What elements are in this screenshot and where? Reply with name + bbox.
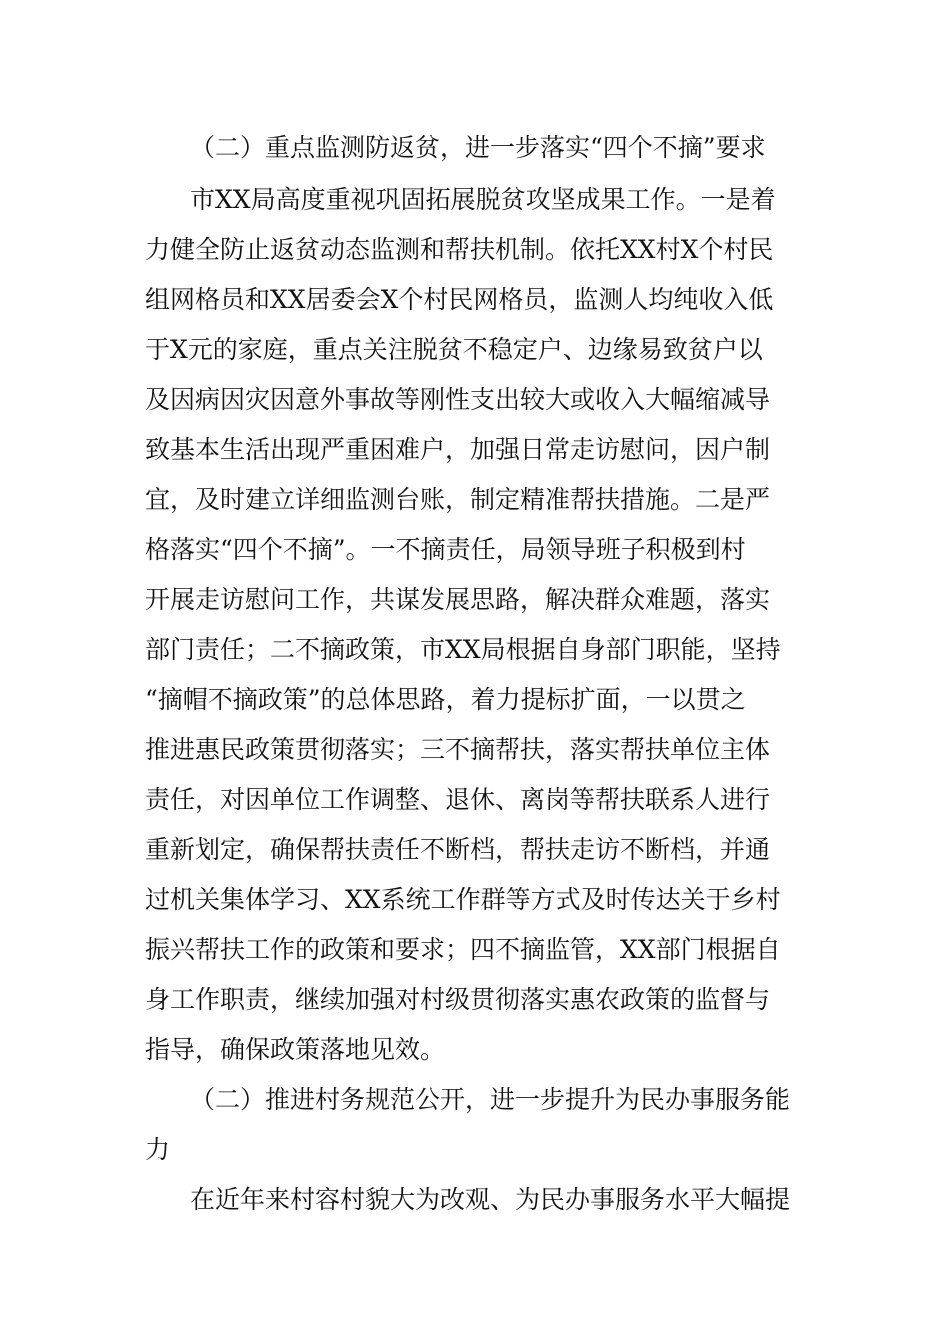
paragraph-1-line: 过机关集体学习、XX系统工作群等方式及时传达关于乡村: [145, 885, 781, 914]
paragraph-1-line: 指导，确保政策落地见效。: [145, 1035, 446, 1064]
paragraph-1-line: 致基本生活出现严重困难户，加强日常走访慰问，因户制: [145, 435, 771, 464]
paragraph-1-line: 及因病因灾因意外事故等刚性支出较大或收入大幅缩减导: [145, 385, 771, 414]
paragraph-1-line: 开展走访慰问工作，共谋发展思路，解决群众难题，落实: [145, 585, 771, 614]
paragraph-1-line: 格落实“四个不摘”。一不摘责任，局领导班子积极到村: [145, 535, 746, 564]
paragraph-1-line: 责任，对因单位工作调整、退休、离岗等帮扶联系人进行: [145, 785, 771, 814]
section-heading-2-line: 力: [145, 1135, 171, 1164]
section-heading-1: （二）重点监测防返贫，进一步落实“四个不摘”要求: [190, 133, 766, 162]
paragraph-1-line: 组网格员和XX居委会X个村民网格员，监测人均纯收入低: [145, 285, 774, 314]
paragraph-1-line: 重新划定，确保帮扶责任不断档，帮扶走访不断档，并通: [145, 835, 771, 864]
section-heading-2-line: （二）推进村务规范公开，进一步提升为民办事服务能: [190, 1085, 791, 1114]
paragraph-1-line: 市XX局高度重视巩固拓展脱贫攻坚成果工作。一是着: [190, 185, 776, 214]
paragraph-1-line: “摘帽不摘政策”的总体思路，着力提标扩面，一以贯之: [145, 685, 746, 714]
paragraph-1-line: 推进惠民政策贯彻落实；三不摘帮扶，落实帮扶单位主体: [145, 735, 771, 764]
paragraph-1-line: 宜，及时建立详细监测台账，制定精准帮扶措施。二是严: [145, 485, 771, 514]
paragraph-1-line: 身工作职责，继续加强对村级贯彻落实惠农政策的监督与: [145, 985, 771, 1014]
paragraph-1-line: 部门责任；二不摘政策，市XX局根据自身部门职能，坚持: [145, 635, 781, 664]
paragraph-1-line: 力健全防止返贫动态监测和帮扶机制。依托XX村X个村民: [145, 235, 774, 264]
paragraph-1-line: 振兴帮扶工作的政策和要求；四不摘监管，XX部门根据自: [145, 935, 781, 964]
paragraph-1-line: 于X元的家庭，重点关注脱贫不稳定户、边缘易致贫户以: [145, 335, 763, 364]
paragraph-2-line: 在近年来村容村貌大为改观、为民办事服务水平大幅提: [190, 1185, 791, 1214]
